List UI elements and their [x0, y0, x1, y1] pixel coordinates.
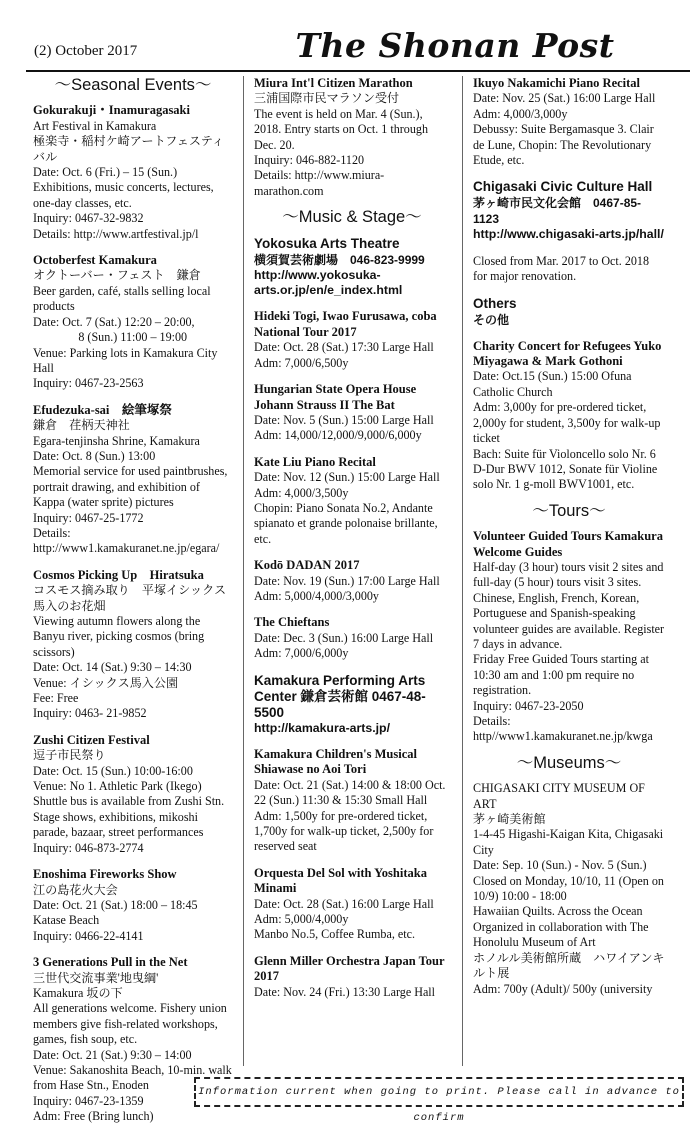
event-line: Inquiry: 0467-23-1359 — [33, 1093, 144, 1108]
section-heading: 〜Seasonal Events〜 — [54, 76, 212, 94]
event-block — [473, 254, 665, 285]
event-line: 1-4-45 Higashi-Kaigan Kita, Chigasaki City — [473, 827, 667, 857]
event-line: オクトーバー・フェスト 鎌倉 — [33, 268, 201, 283]
event-line: Date: Nov. 24 (Fri.) 13:30 Large Hall — [254, 984, 436, 999]
event-line: Date: Oct. 21 (Sat.) 18:00 – 18:45 — [33, 897, 198, 912]
event-line: Hawaiian Quilts. Across the Ocean Organized in collaboration with The Honolulu Museum of Art — [473, 904, 652, 950]
event-line: Adm: 700y (Adult)/ 500y (university — [473, 981, 653, 996]
event-block — [33, 733, 233, 856]
event-line: Adm: 1,500y for pre-ordered ticket, 1,700y for walk-up ticket, 2,500y for reserved seat — [254, 808, 437, 854]
event-block — [254, 455, 450, 547]
event-title: Enoshima Fireworks Show — [33, 867, 177, 882]
event-line: Adm: 7,000/6,000y — [254, 646, 349, 661]
event-block — [254, 382, 450, 444]
event-title: Glenn Miller Orchestra Japan Tour 2017 — [254, 953, 445, 984]
event-line: Inquiry: 046-873-2774 — [33, 840, 144, 855]
event-line: 8 (Sun.) 11:00 – 19:00 — [33, 330, 188, 345]
event-line: Date: Oct. 21 (Sat.) 9:30 – 14:00 — [33, 1047, 192, 1062]
event-line: ホノルル美術館所蔵 ハワイアンキルト展 — [473, 950, 665, 981]
event-block — [33, 403, 233, 557]
event-title: Efudezuka-sai 絵筆塚祭 — [33, 402, 172, 417]
event-line: Inquiry: 0467-23-2563 — [33, 376, 144, 391]
column-2 — [254, 76, 450, 1011]
event-line: Closed from Mar. 2017 to Oct. 2018 for major renovation. — [473, 253, 653, 284]
event-line: 逗子市民祭り — [33, 748, 106, 763]
event-line: Adm: 5,000/4,000y — [254, 912, 349, 927]
event-line: Inquiry: 0467-23-2050 — [473, 698, 584, 713]
event-title: Hungarian State Opera House Johann Strauss II The Bat — [254, 382, 417, 412]
event-line: Stage shows, exhibitions, mikoshi parade, bazaar, street performances — [33, 809, 204, 840]
venue-block — [473, 296, 665, 328]
event-line: Date: Nov. 5 (Sun.) 15:00 Large Hall — [254, 412, 434, 427]
event-title: Zushi Citizen Festival — [33, 732, 150, 747]
event-title: Volunteer Guided Tours Kamakura Welcome Guides — [473, 529, 663, 559]
event-title: Orquesta Del Sol with Yoshitaka Minami — [254, 865, 427, 896]
event-line: Inquiry: 0463- 21-9852 — [33, 706, 147, 721]
event-title: Charity Concert for Refugees Yuko Miyagawa & Mark Gothoni — [473, 338, 662, 369]
venue-subtitle: 茅ヶ崎市民文化会館 0467-85-1123 — [473, 196, 642, 227]
event-line: Adm: 5,000/4,000/3,000y — [254, 588, 379, 603]
event-line: Beer garden, café, stalls selling local products — [33, 283, 214, 314]
event-line: Inquiry: 0467-25-1772 — [33, 510, 144, 525]
event-block — [33, 103, 233, 242]
event-line: Katase Beach — [33, 913, 100, 928]
event-block — [254, 866, 450, 943]
event-line: Date: Oct. 7 (Sat.) 12:20 – 20:00, — [33, 314, 195, 329]
event-line: Details: — [473, 714, 511, 728]
event-block — [473, 339, 665, 493]
venue-subtitle: その他 — [473, 312, 510, 327]
event-line: Debussy: Suite Bergamasque 3. Clair de Lune, Chopin: The Revolutionary Etude, etc. — [473, 122, 657, 168]
event-line: Date: Oct. 14 (Sat.) 9:30 – 14:30 — [33, 660, 192, 675]
event-block — [33, 568, 233, 722]
event-line: Date: Nov. 19 (Sun.) 17:00 Large Hall — [254, 573, 440, 588]
event-line: Inquiry: 0467-32-9832 — [33, 211, 144, 226]
event-line: Friday Free Guided Tours starting at 10:30 am and 1:00 pm require no registration. — [473, 652, 652, 698]
event-line: Adm: 3,000y for pre-ordered ticket, 2,000y for student, 3,500y for walk-up ticket — [473, 400, 664, 446]
event-line: Manbo No.5, Coffee Rumba, etc. — [254, 927, 415, 942]
event-line: Date: Oct. 28 (Sat.) 16:00 Large Hall — [254, 896, 434, 911]
event-line: Venue: No 1. Athletic Park (Ikego) Shuttle bus is available from Zushi Stn. — [33, 779, 225, 809]
event-line: Inquiry: 0466-22-4141 — [33, 928, 144, 943]
event-line: Details: — [33, 525, 71, 540]
event-block — [473, 781, 665, 997]
event-title: Octoberfest Kamakura — [33, 253, 157, 268]
event-line: Date: Oct. 8 (Sun.) 13:00 — [33, 448, 156, 463]
event-line: http//www1.kamakuranet.ne.jp/kwga — [473, 729, 653, 744]
event-block — [254, 76, 450, 199]
event-line: Art Festival in Kamakura — [33, 118, 157, 133]
event-title: Miura Int'l Citizen Marathon — [254, 76, 413, 90]
section-heading: 〜Tours〜 — [532, 501, 606, 520]
event-title: Kodō DADAN 2017 — [254, 558, 360, 573]
event-line: CHIGASAKI CITY MUSEUM OF ART — [473, 781, 648, 811]
event-block — [473, 76, 665, 168]
event-line: 江の島花火大会 — [33, 882, 118, 897]
event-line: All generations welcome. Fishery union members give fish-related workshops, games, fish soup, etc. — [33, 1001, 230, 1047]
event-line: Bach: Suite für Violoncello solo Nr. 6 D-Dur BWV 1012, Sonate für Violine solo Nr. 1 g-moll BWV1001, etc. — [473, 446, 661, 492]
event-title: Cosmos Picking Up Hiratsuka — [33, 567, 204, 582]
event-block — [33, 867, 233, 944]
event-line: Details: http://www.miura-marathon.com — [254, 168, 385, 198]
event-title: Hideki Togi, Iwao Furusawa, coba National Tour 2017 — [254, 309, 437, 339]
masthead-title: The Shonan Post — [295, 26, 615, 65]
event-line: Adm: Free (Bring lunch) — [33, 1109, 154, 1124]
event-line: Fee: Free — [33, 691, 79, 706]
venue-url[interactable]: http://www.chigasaki-arts.jp/hall/ — [473, 227, 664, 242]
event-block — [473, 529, 668, 745]
event-line: Half-day (3 hour) tours visit 2 sites and full-day (5 hour) tours visit 3 sites. Chinese, English, French, Korean, Portuguese and Spanish-speaking volunteer guides are available. Register 7 days in advance. — [473, 559, 668, 651]
event-title: 3 Generations Pull in the Net — [33, 955, 188, 970]
event-block — [254, 615, 450, 661]
event-line: Date: Oct. 6 (Fri.) – 15 (Sun.) — [33, 165, 178, 180]
event-line: Memorial service for used paintbrushes, portrait drawing, and exhibition of Kappa (water sprite) pictures — [33, 464, 231, 510]
event-line: Adm: 4,000/3,000y — [473, 106, 568, 121]
issue-label: (2) October 2017 — [34, 43, 138, 59]
event-line: Kamakura 坂の下 — [33, 985, 123, 1000]
event-block — [254, 747, 450, 855]
event-line: Date: Nov. 25 (Sat.) 16:00 Large Hall — [473, 91, 656, 106]
venue-block — [473, 179, 665, 242]
event-line: Date: Nov. 12 (Sun.) 15:00 Large Hall — [254, 470, 440, 485]
event-title: Ikuyo Nakamichi Piano Recital — [473, 76, 641, 90]
event-line: Date: Oct.15 (Sun.) 15:00 Ofuna Catholic Church — [473, 369, 635, 399]
venue-url[interactable]: http://www.yokosuka-arts.or.jp/en/e_index.html — [254, 267, 403, 298]
venue-block — [254, 236, 450, 299]
venue-title: Kamakura Performing Arts Center 鎌倉芸術館 0467-48-5500 — [254, 672, 426, 720]
event-line: The event is held on Mar. 4 (Sun.), 2018. Entry starts on Oct. 1 through Dec. 20. — [254, 106, 432, 152]
event-line: 茅ヶ崎美術館 — [473, 812, 546, 827]
event-line: Venue: Parking lots in Kamakura City Hall — [33, 345, 221, 375]
event-line: Venue: Sakanoshita Beach, 10-min. walk from Hase Stn., Enoden — [33, 1062, 235, 1093]
event-line: Venue: イシックス馬入公園 — [33, 675, 179, 690]
event-block — [33, 253, 233, 392]
event-title: Gokurakuji・Inamuragasaki — [33, 103, 190, 118]
event-line: Egara-tenjinsha Shrine, Kamakura — [33, 433, 200, 448]
venue-title: Yokosuka Arts Theatre — [254, 235, 400, 251]
footer-notice: Information current when going to print. Please call in advance to confirm — [194, 1077, 684, 1107]
section-heading: 〜Music & Stage〜 — [282, 208, 422, 227]
venue-title: Others — [473, 295, 517, 311]
event-line: 三世代交流事業'地曳綱' — [33, 970, 159, 985]
venue-subtitle: 横須賀芸術劇場 046-823-9999 — [254, 252, 425, 267]
event-line: Viewing autumn flowers along the Banyu river, picking cosmos (bring scissors) — [33, 614, 208, 659]
column-1 — [33, 76, 233, 1136]
venue-block — [254, 673, 450, 736]
event-line: Details: http://www.artfestival.jp/l — [33, 226, 199, 241]
venue-url[interactable]: http://kamakura-arts.jp/ — [254, 720, 390, 735]
event-line: Adm: 7,000/6,500y — [254, 355, 349, 370]
event-title: The Chieftans — [254, 615, 330, 630]
event-title: Kate Liu Piano Recital — [254, 454, 376, 469]
event-block — [254, 954, 450, 1000]
event-block — [254, 558, 450, 604]
section-heading: 〜Museums〜 — [516, 753, 622, 772]
event-title: Kamakura Children's Musical Shiawase no Aoi Tori — [254, 747, 417, 777]
event-line: Date: Oct. 21 (Sat.) 14:00 & 18:00 Oct. 22 (Sun.) 11:30 & 15:30 Small Hall — [254, 777, 449, 808]
event-line: Exhibitions, music concerts, lectures, one-day classes, etc. — [33, 180, 217, 210]
event-line: Adm: 14,000/12,000/9,000/6,000y — [254, 428, 422, 443]
event-line: Date: Oct. 15 (Sun.) 10:00-16:00 — [33, 763, 193, 778]
event-line: Date: Dec. 3 (Sun.) 16:00 Large Hall — [254, 630, 434, 645]
column-3 — [473, 76, 668, 1008]
event-line: Date: Sep. 10 (Sun.) - Nov. 5 (Sun.) — [473, 858, 647, 873]
event-line: Date: Oct. 28 (Sat.) 17:30 Large Hall — [254, 340, 434, 355]
event-line: Closed on Monday, 10/10, 11 (Open on 10/9) 10:00 - 18:00 — [473, 873, 667, 904]
event-line: Chopin: Piano Sonata No.2, Andante spianato et grande polonaise brillante, etc. — [254, 500, 441, 546]
event-line: コスモス摘み取り 平塚イシックス馬入のお花畑 — [33, 583, 227, 613]
event-line: Adm: 4,000/3,500y — [254, 485, 349, 500]
event-block — [254, 309, 450, 371]
event-line: 三浦国際市民マラソン受付 — [254, 91, 400, 106]
event-line: 極楽寺・稲村ケ崎アートフェスティバル — [33, 134, 224, 164]
venue-title: Chigasaki Civic Culture Hall — [473, 179, 653, 195]
event-line: http://www1.kamakuranet.ne.jp/egara/ — [33, 541, 220, 556]
event-line: 鎌倉 荏柄天神社 — [33, 418, 130, 433]
event-line: Inquiry: 046-882-1120 — [254, 153, 365, 168]
